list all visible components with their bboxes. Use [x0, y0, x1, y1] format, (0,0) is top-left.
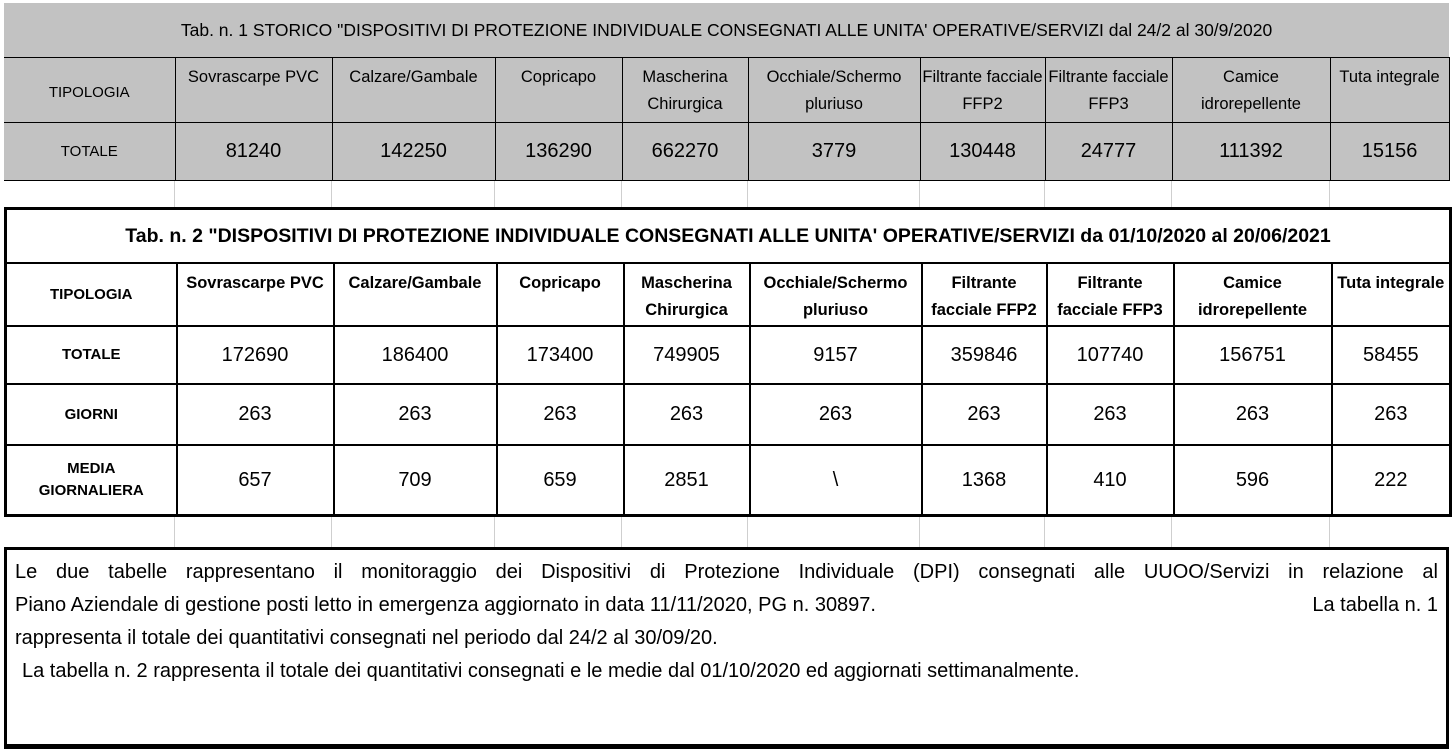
value-cell: 709 [334, 445, 497, 516]
value-cell: 58455 [1332, 326, 1451, 384]
spacer-cell [495, 517, 622, 547]
column-header: Filtrante facciale FFP3 [1047, 263, 1174, 326]
value-cell: 9157 [750, 326, 922, 384]
spacer-cell [1172, 517, 1330, 547]
column-header: Camice idrorepellente [1174, 263, 1332, 326]
spacer-cell [175, 517, 332, 547]
value-cell: 15156 [1330, 123, 1449, 181]
notes-line-2-right: La tabella n. 1 [1312, 594, 1438, 616]
row-label: TOTALE [6, 326, 177, 384]
value-cell: 130448 [920, 123, 1045, 181]
spacer-cell [1045, 181, 1172, 207]
dpi-table-2 [4, 207, 1452, 517]
value-cell: 173400 [497, 326, 624, 384]
value-cell: 156751 [1174, 326, 1332, 384]
table-2-media-giornaliera-row [6, 445, 1451, 516]
row-label: TOTALE [4, 123, 175, 181]
notes-block [4, 547, 1449, 749]
value-cell: 749905 [624, 326, 750, 384]
value-cell: 136290 [495, 123, 622, 181]
spacer-cell [1330, 517, 1449, 547]
column-header: Sovrascarpe PVC [177, 263, 334, 326]
table-2-title: Tab. n. 2 "DISPOSITIVI DI PROTEZIONE INDIVIDUALE CONSEGNATI ALLE UNITA' OPERATIVE/SERVIZI da 01/10/2020 al 20/06/2021 [6, 209, 1451, 264]
table-2-giorni-row [6, 384, 1451, 445]
table-1-title-row [4, 3, 1449, 58]
table-1-totale-row [4, 123, 1449, 181]
value-cell: 263 [1174, 384, 1332, 445]
column-header: Tuta integrale [1330, 58, 1449, 123]
value-cell: 24777 [1045, 123, 1172, 181]
value-cell: 263 [177, 384, 334, 445]
column-header: Filtrante facciale FFP3 [1045, 58, 1172, 123]
value-cell: \ [750, 445, 922, 516]
value-cell: 263 [334, 384, 497, 445]
spacer-cell [1172, 181, 1330, 207]
value-cell: 172690 [177, 326, 334, 384]
spacer-cell [748, 181, 920, 207]
spacer-cell [4, 517, 175, 547]
spacer-row [4, 517, 1449, 547]
table-2-header-row [6, 263, 1451, 326]
column-header: Filtrante facciale FFP2 [920, 58, 1045, 123]
notes-line-2-left: Piano Aziendale di gestione posti letto in emergenza aggiornato in data 11/11/2020, PG n. 30897. [15, 594, 876, 616]
value-cell: 81240 [175, 123, 332, 181]
spacer-cell [495, 181, 622, 207]
column-header: Camice idrorepellente [1172, 58, 1330, 123]
value-cell: 596 [1174, 445, 1332, 516]
value-cell: 222 [1332, 445, 1451, 516]
value-cell: 186400 [334, 326, 497, 384]
spacer-cell [4, 181, 175, 207]
notes-line-1: Le due tabelle rappresentano il monitoraggio dei Dispositivi di Protezione Individuale (DPI) consegnati alle UUOO/Servizi in relazione al [15, 561, 1438, 583]
spacer-cell [1330, 181, 1449, 207]
spacer-cell [332, 181, 495, 207]
spacer-cell [920, 517, 1045, 547]
notes-line-2 [15, 589, 1438, 622]
value-cell: 2851 [624, 445, 750, 516]
column-header: Mascherina Chirurgica [622, 58, 748, 123]
column-header: Filtrante facciale FFP2 [922, 263, 1047, 326]
row-label: MEDIA GIORNALIERA [6, 445, 177, 516]
row-label: GIORNI [6, 384, 177, 445]
spacer-cell [622, 181, 748, 207]
table-2-header-tipologia: TIPOLOGIA [6, 263, 177, 326]
value-cell: 263 [1332, 384, 1451, 445]
value-cell: 3779 [748, 123, 920, 181]
spacer-cell [622, 517, 748, 547]
table-2-totale-row [6, 326, 1451, 384]
column-header: Occhiale/Schermo pluriuso [748, 58, 920, 123]
spacer-cell [920, 181, 1045, 207]
value-cell: 657 [177, 445, 334, 516]
table-1-header-tipologia: TIPOLOGIA [4, 58, 175, 123]
dpi-table-1-storico [4, 3, 1450, 181]
value-cell: 659 [497, 445, 624, 516]
value-cell: 1368 [922, 445, 1047, 516]
value-cell: 263 [1047, 384, 1174, 445]
value-cell: 107740 [1047, 326, 1174, 384]
column-header: Calzare/Gambale [332, 58, 495, 123]
column-header: Copricapo [497, 263, 624, 326]
column-header: Copricapo [495, 58, 622, 123]
column-header: Sovrascarpe PVC [175, 58, 332, 123]
notes-line-4: La tabella n. 2 rappresenta il totale dei quantitativi consegnati e le medie dal 01/10/2020 ed aggiornati settimanalmente. [22, 660, 1080, 682]
value-cell: 263 [497, 384, 624, 445]
table-2-title-row [6, 209, 1451, 264]
column-header: Mascherina Chirurgica [624, 263, 750, 326]
spacer-cell [1045, 517, 1172, 547]
spacer-row [4, 181, 1449, 207]
spacer-cell [175, 181, 332, 207]
value-cell: 359846 [922, 326, 1047, 384]
table-1-title: Tab. n. 1 STORICO "DISPOSITIVI DI PROTEZIONE INDIVIDUALE CONSEGNATI ALLE UNITA' OPERATIVE/SERVIZI dal 24/2 al 30/9/2020 [4, 3, 1449, 58]
column-header: Calzare/Gambale [334, 263, 497, 326]
spacer-cell [748, 517, 920, 547]
table-1-header-row [4, 58, 1449, 123]
value-cell: 410 [1047, 445, 1174, 516]
value-cell: 263 [750, 384, 922, 445]
column-header: Occhiale/Schermo pluriuso [750, 263, 922, 326]
spacer-cell [332, 517, 495, 547]
notes-line-3: rappresenta il totale dei quantitativi consegnati nel periodo dal 24/2 al 30/09/20. [15, 627, 718, 649]
value-cell: 263 [922, 384, 1047, 445]
value-cell: 263 [624, 384, 750, 445]
value-cell: 142250 [332, 123, 495, 181]
value-cell: 111392 [1172, 123, 1330, 181]
value-cell: 662270 [622, 123, 748, 181]
column-header: Tuta integrale [1332, 263, 1451, 326]
